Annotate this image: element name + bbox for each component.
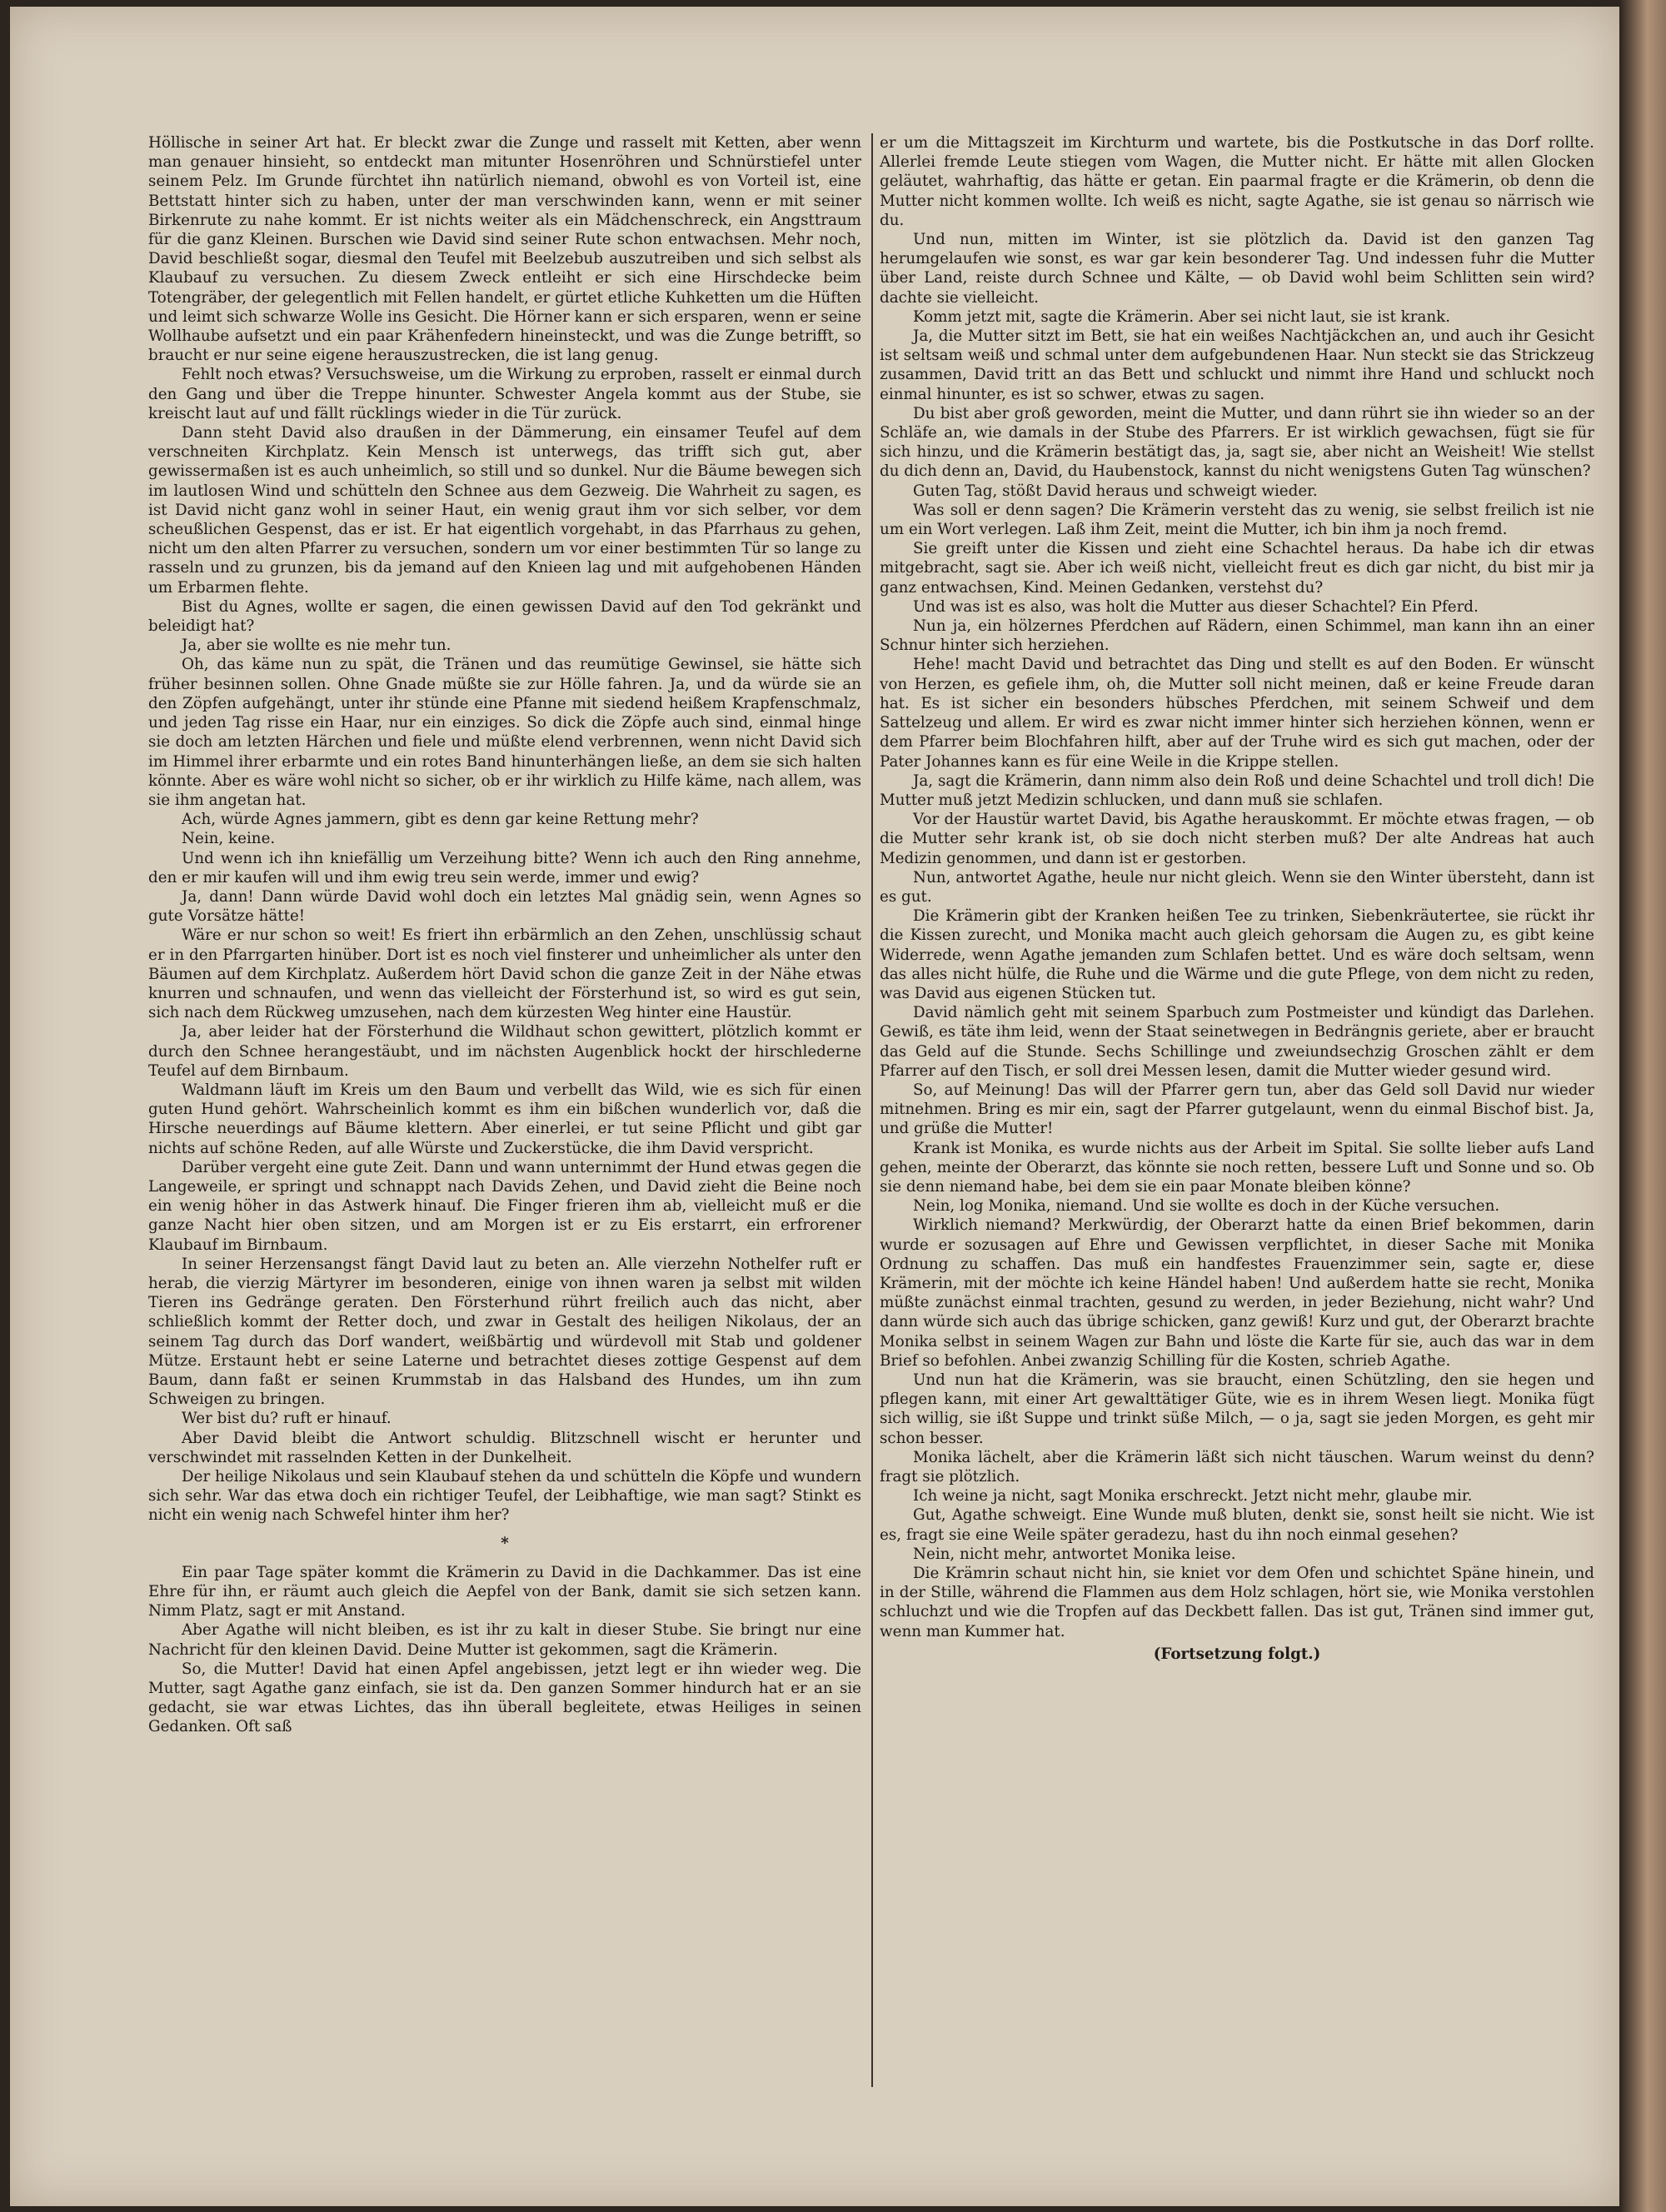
right-text-column [880, 133, 1594, 1664]
paragraph: In seiner Herzensangst fängt David laut zu beten an. Alle vierzehn Nothelfer ruft er herab, die vierzig Märtyrer im besonderen, einige von ihnen waren ja selbst mit wilden Tieren ins Gedränge geraten. Den Försterhund rührt freilich auch das nicht, aber schließlich kommt der Retter doch, und zwar in Gestalt des heiligen Nikolaus, der an seinem Tag durch das Dorf wandert, weißbärtig und würdevoll mit Stab und goldener Mütze. Erstaunt hebt er seine Laterne und betrachtet dieses zottige Gespenst auf dem Baum, dann faßt er seinen Krummstab in das Halsband des Hundes, um ihn zum Schweigen zu bringen. [148, 1255, 861, 1409]
section-separator-star: * [501, 1534, 509, 1552]
book-spine-edge [1619, 0, 1666, 2212]
paragraph: Und wenn ich ihn kniefällig um Verzeihung bitte? Wenn ich auch den Ring annehme, den er mir kaufen will und ihm ewig treu sein werde, immer und ewig? [148, 849, 861, 886]
paragraph: Fehlt noch etwas? Versuchsweise, um die Wirkung zu erproben, rasselt er einmal durch den Gang und über die Treppe hinunter. Schwester Angela kommt aus der Stube, sie kreischt laut auf und fällt rücklings wieder in die Tür zurück. [148, 366, 861, 422]
paragraph: Nein, keine. [182, 830, 276, 848]
paragraph: Höllische in seiner Art hat. Er bleckt zwar die Zunge und rasselt mit Ketten, aber wenn man genauer hinsieht, so entdeckt man mitunter Hosenröhren und Schnürstiefel unter seinem Pelz. Im Grunde fürchtet ihn natürlich niemand, obwohl es von Vorteil ist, eine Bettstatt hinter sich zu haben, unter der man verschwinden kann, wenn er mit seiner Birkenrute zu nahe kommt. Er ist nichts weiter als ein Mädchenschreck, ein Angsttraum für die ganz Kleinen. Burschen wie David sind seiner Rute schon entwachsen. Mehr noch, David beschließt sogar, diesmal den Teufel mit Beelzebub auszutreiben und sich selbst als Klaubauf zu versuchen. Zu diesem Zweck entleiht er sich eine Hirschdecke beim Totengräber, der gelegentlich mit Fellen handelt, er gürtet etliche Kuhketten um die Hüften und leimt sich schwarze Wolle ins Gesicht. Die Hörner kann er sich ersparen, wenn er seine Wollhaube aufsetzt und ein paar Krähenfedern hineinsteckt, und was die Zunge betrifft, so braucht er nur seine eigene herauszustrecken, die ist lang genug. [148, 134, 861, 365]
paragraph: Ein paar Tage später kommt die Krämerin zu David in die Dachkammer. Das ist eine Ehre für ihn, er räumt auch gleich die Aepfel von der Bank, damit sie sich setzen kann. Nimm Platz, sagt er mit Anstand. [148, 1563, 861, 1620]
paragraph: David nämlich geht mit seinem Sparbuch zum Postmeister und kündigt das Darlehen. Gewiß, es täte ihm leid, wenn der Staat seinetwegen in Bedrängnis geriete, aber er braucht das Geld auf die Stunde. Sechs Schillinge und zweiundsechzig Groschen zählt er dem Pfarrer auf den Tisch, er soll drei Messen lesen, damit die Mutter wieder gesund wird. [880, 1004, 1594, 1080]
continuation-note: (Fortsetzung folgt.) [1153, 1645, 1321, 1663]
paragraph: Hehe! macht David und betrachtet das Ding und stellt es auf den Boden. Er wünscht von Herzen, es gefiele ihm, oh, die Mutter soll nicht meinen, daß er keine Freude daran hat. Es ist sicher ein besonders hübsches Pferdchen, mit seinem Schweif und dem Sattelzeug und allem. Er wird es zwar nicht immer hinter sich herziehen können, wenn er dem Pfarrer beim Blochfahren hilft, aber auf der Truhe wird es sich gut machen, oder der Pater Johannes kann es für eine Weile in die Krippe stellen. [880, 656, 1594, 771]
paragraph: So, auf Meinung! Das will der Pfarrer gern tun, aber das Geld soll David nur wieder mitnehmen. Bring es mir ein, sagt der Pfarrer gutgelaunt, wenn du einmal Bischof bist. Ja, und grüße die Mutter! [880, 1081, 1594, 1138]
paragraph: Wer bist du? ruft er hinauf. [182, 1410, 392, 1428]
paragraph: Vor der Haustür wartet David, bis Agathe herauskommt. Er möchte etwas fragen, — ob die Mutter sehr krank ist, ob sie doch nicht sterben muß? Der alte Andreas hat auch Medizin genommen, und dann ist er gestorben. [880, 811, 1594, 867]
paragraph: Und nun hat die Krämerin, was sie braucht, einen Schützling, den sie hegen und pflegen kann, mit einer Art gewalttätiger Güte, wie es in ihrem Wesen liegt. Monika fügt sich willig, sie ißt Suppe und trinkt süße Milch, — o ja, sagt sie jeden Morgen, es geht mir schon besser. [880, 1371, 1594, 1447]
paragraph: Wäre er nur schon so weit! Es friert ihn erbärmlich an den Zehen, unschlüssig schaut er in den Pfarrgarten hinüber. Dort ist es noch viel finsterer und unheimlicher als unter den Bäumen auf dem Kirchplatz. Außerdem hört David schon die ganze Zeit in der Nähe etwas knurren und schnaufen, und wenn das vielleicht der Försterhund ist, so wird es gut sein, sich nach dem Rückweg umzusehen, nach dem kürzesten Weg hinter eine Haustür. [148, 926, 861, 1022]
paragraph: Sie greift unter die Kissen und zieht eine Schachtel heraus. Da habe ich dir etwas mitgebracht, sagt sie. Aber ich weiß nicht, vielleicht freut es dich gar nicht, du bist mir ja ganz entwachsen, Kind. Meinen Gedanken, verstehst du? [880, 540, 1594, 597]
paragraph: Ja, aber leider hat der Försterhund die Wildhaut schon gewittert, plötzlich kommt er durch den Schnee herangestäubt, und im nächsten Augenblick hockt der hirschlederne Teufel auf dem Birnbaum. [148, 1023, 861, 1080]
paragraph: Nein, log Monika, niemand. Und sie wollte es doch in der Küche versuchen. [913, 1197, 1500, 1216]
paragraph: Was soll er denn sagen? Die Krämerin versteht das zu wenig, sie selbst freilich ist nie um ein Wort verlegen. Laß ihm Zeit, meint die Mutter, ich bin ihm ja noch fremd. [880, 501, 1594, 539]
paragraph: Bist du Agnes, wollte er sagen, die einen gewissen David auf den Tod gekränkt und beleidigt hat? [148, 597, 861, 636]
paragraph: Ich weine ja nicht, sagt Monika erschreckt. Jetzt nicht mehr, glaube mir. [913, 1487, 1473, 1505]
paragraph: Ja, sagt die Krämerin, dann nimm also dein Roß und deine Schachtel und troll dich! Die Mutter muß jetzt Medizin schlucken, und dann muß sie schlafen. [880, 771, 1594, 809]
paragraph: Komm jetzt mit, sagte die Krämerin. Aber sei nicht laut, sie ist krank. [913, 307, 1451, 326]
paragraph: Aber Agathe will nicht bleiben, es ist ihr zu kalt in dieser Stube. Sie bringt nur eine Nachricht für den kleinen David. Deine Mutter ist gekommen, sagt die Krämerin. [148, 1621, 861, 1659]
left-text-column [148, 133, 861, 1737]
paragraph: So, die Mutter! David hat einen Apfel angebissen, jetzt legt er ihn wieder weg. Die Mutter, sagt Agathe ganz einfach, sie ist da. Den ganzen Sommer hindurch hat er an sie gedacht, sie war etwas Lichtes, das ihn überall begleitete, etwas Heiliges in seinen Gedanken. Oft saß [148, 1660, 861, 1736]
paragraph: Wirklich niemand? Merkwürdig, der Oberarzt hatte da einen Brief bekommen, darin wurde er sozusagen auf Ehre und Gewissen verpflichtet, in dieser Sache mit Monika Ordnung zu schaffen. Das muß ein handfestes Frauenzimmer sein, sagte er, diese Krämerin, mit der möchte ich keine Händel haben! Und außerdem hatte sie recht, Monika müßte zunächst einmal trachten, gesund zu werden, in jeder Beziehung, nicht wahr? Und dann würde sich auch das übrige schicken, ganz gewiß! Kurz und gut, der Oberarzt brachte Monika selbst in seinem Wagen zur Bahn und löste die Karte für sie, auch das war in dem Brief so befohlen. Anbei zwanzig Schilling für die Kosten, schrieb Agathe. [880, 1216, 1594, 1370]
paragraph: Dann steht David also draußen in der Dämmerung, ein einsamer Teufel auf dem verschneiten Kirchplatz. Kein Mensch ist unterwegs, das trifft sich gut, aber gewissermaßen ist es auch unheimlich, so still und so dunkel. Nur die Bäume bewegen sich im lautlosen Wind und schütteln den Schnee aus dem Gezweig. Die Wahrheit zu sagen, es ist David nicht ganz wohl in seiner Haut, ein wenig graut ihm vor sich selber, vor dem scheußlichen Gespenst, das er ist. Er hat eigentlich vorgehabt, in das Pfarrhaus zu gehen, nicht um den alten Pfarrer zu versuchen, sondern um vor einer bestimmten Tür so lange zu rasseln und zu grunzen, bis da jemand auf den Knieen lag und mit aufgehobenen Händen um Erbarmen flehte. [148, 424, 861, 597]
paragraph: Und nun, mitten im Winter, ist sie plötzlich da. David ist den ganzen Tag herumgelaufen wie sonst, es war gar kein besonderer Tag. Und indessen fuhr die Mutter über Land, reiste durch Schnee und Kälte, — ob David wohl beim Schlitten sein wird? dachte sie vielleicht. [880, 231, 1594, 307]
paragraph: Du bist aber groß geworden, meint die Mutter, und dann rührt sie ihn wieder so an der Schläfe an, wie damals in der Stube des Pfarrers. Er ist wirklich gewachsen, fügt sie für sich hinzu, und die Krämerin bestätigt das, ja, sagt sie, aber nicht an Weisheit! Wie stellst du dich denn an, David, du Haubenstock, kannst du nicht wenigstens Guten Tag wünschen? [880, 404, 1594, 481]
paragraph: Nein, nicht mehr, antwortet Monika leise. [913, 1545, 1236, 1563]
paragraph: Ach, würde Agnes jammern, gibt es denn gar keine Rettung mehr? [182, 811, 699, 829]
paragraph: Die Krämrin schaut nicht hin, sie kniet vor dem Ofen und schichtet Späne hinein, und in der Stille, während die Flammen aus dem Holz schlagen, hört sie, wie Monika verstohlen schluchzt und wie die Tropfen auf das Deckbett fallen. Das ist gut, Tränen sind immer gut, wenn man Kummer hat. [880, 1565, 1594, 1640]
paragraph: Ja, aber sie wollte es nie mehr tun. [182, 637, 451, 655]
paragraph: Krank ist Monika, es wurde nichts aus der Arbeit im Spital. Sie sollte lieber aufs Land gehen, meinte der Oberarzt, das könnte sie noch retten, bessere Luft und Sonne und so. Ob sie denn niemand habe, bei dem sie ein paar Monate bleiben könne? [880, 1139, 1594, 1196]
paragraph: Guten Tag, stößt David heraus und schweigt wieder. [913, 482, 1318, 500]
paragraph: Darüber vergeht eine gute Zeit. Dann und wann unternimmt der Hund etwas gegen die Langeweile, er springt und schnappt nach Davids Zehen, und David zieht die Beine noch ein wenig höher in das Astwerk hinauf. Die Finger frieren ihm ab, vielleicht muß er die ganze Nacht hier oben sitzen, und am Morgen ist er zu Eis erstarrt, ein erfrorener Klaubauf im Birnbaum. [148, 1158, 861, 1254]
column-divider [871, 133, 873, 2087]
paragraph: Ja, die Mutter sitzt im Bett, sie hat ein weißes Nachtjäckchen an, und auch ihr Gesicht ist seltsam weiß und schmal unter dem aufgebundenen Haar. Nun steckt sie das Strickzeug zusammen, David tritt an das Bett und schluckt und nimmt ihre Hand und schluckt noch einmal hinunter, es ist so schwer, etwas zu sagen. [880, 327, 1594, 403]
paragraph: Nun, antwortet Agathe, heule nur nicht gleich. Wenn sie den Winter übersteht, dann ist es gut. [880, 868, 1594, 906]
paragraph: Nun ja, ein hölzernes Pferdchen auf Rädern, einen Schimmel, man kann ihn an einer Schnur hinter sich herziehen. [880, 617, 1594, 655]
paragraph: Gut, Agathe schweigt. Eine Wunde muß bluten, denkt sie, sonst heilt sie nicht. Wie ist es, fragt sie eine Weile später geradezu, hast du ihn noch einmal gesehen? [880, 1506, 1594, 1544]
paragraph: Aber David bleibt die Antwort schuldig. Blitzschnell wischt er herunter und verschwindet mit rasselnden Ketten in der Dunkelheit. [148, 1429, 861, 1466]
paragraph: Ja, dann! Dann würde David wohl doch ein letztes Mal gnädig sein, wenn Agnes so gute Vorsätze hätte! [148, 887, 861, 926]
paragraph: Waldmann läuft im Kreis um den Baum und verbellt das Wild, wie es sich für einen guten Hund gehört. Wahrscheinlich kommt es ihm ein bißchen wunderlich vor, daß die Hirsche neuerdings auf Bäume klettern. Aber einerlei, er tut seine Pflicht und gibt gar nichts auf schöne Reden, auf alle Würste und Zuckerstücke, die ihm David verspricht. [148, 1081, 861, 1157]
paragraph: Oh, das käme nun zu spät, die Tränen und das reumütige Gewinsel, sie hätte sich früher besinnen sollen. Ohne Gnade müßte sie zur Hölle fahren. Ja, und da würde sie an den Zöpfen aufgehängt, unter ihr stünde eine Pfanne mit siedend heißem Krapfenschmalz, und jeden Tag risse ein Haar, nur ein einziges. So dick die Zöpfe auch sind, einmal hinge sie doch am letzten Härchen und fiele und müßte elend verbrennen, wenn nicht David sich im Himmel ihrer erbarmte und ein rotes Band hinunterhängen ließe, an dem sie sich halten könnte. Aber es wäre wohl nicht so sicher, ob er ihr wirklich zu Hilfe käme, nach allem, was sie ihm angetan hat. [148, 656, 861, 809]
paragraph: Der heilige Nikolaus und sein Klaubauf stehen da und schütteln die Köpfe und wundern sich sehr. War das etwa doch ein richtiger Teufel, der Leibhaftige, wie man sagt? Stinkt es nicht ein wenig nach Schwefel hinter ihm her? [148, 1468, 862, 1525]
paragraph: Die Krämerin gibt der Kranken heißen Tee zu trinken, Siebenkräutertee, sie rückt ihr die Kissen zurecht, und Monika macht auch gleich gehorsam die Augen zu, es gibt keine Widerrede, wenn Agathe jemanden zum Schlafen bettet. Und es wäre doch seltsam, wenn das alles nicht hülfe, die Ruhe und die Wärme und die gute Pflege, von dem nicht zu reden, was David aus eigenen Stücken tut. [880, 907, 1594, 1002]
paragraph: Monika lächelt, aber die Krämerin läßt sich nicht täuschen. Warum weinst du denn? fragt sie plötzlich. [880, 1448, 1594, 1486]
paragraph: er um die Mittagszeit im Kirchturm und wartete, bis die Postkutsche in das Dorf rollte. Allerlei fremde Leute stiegen vom Wagen, die Mutter nicht. Er hätte mit allen Glocken geläutet, wahrhaftig, das hätte er getan. Ein paarmal fragte er die Krämerin, ob denn die Mutter nicht kommen wollte. Ich weiß es nicht, sagte Agathe, sie ist genau so närrisch wie du. [880, 134, 1594, 229]
paragraph: Und was ist es also, was holt die Mutter aus dieser Schachtel? Ein Pferd. [913, 597, 1479, 616]
